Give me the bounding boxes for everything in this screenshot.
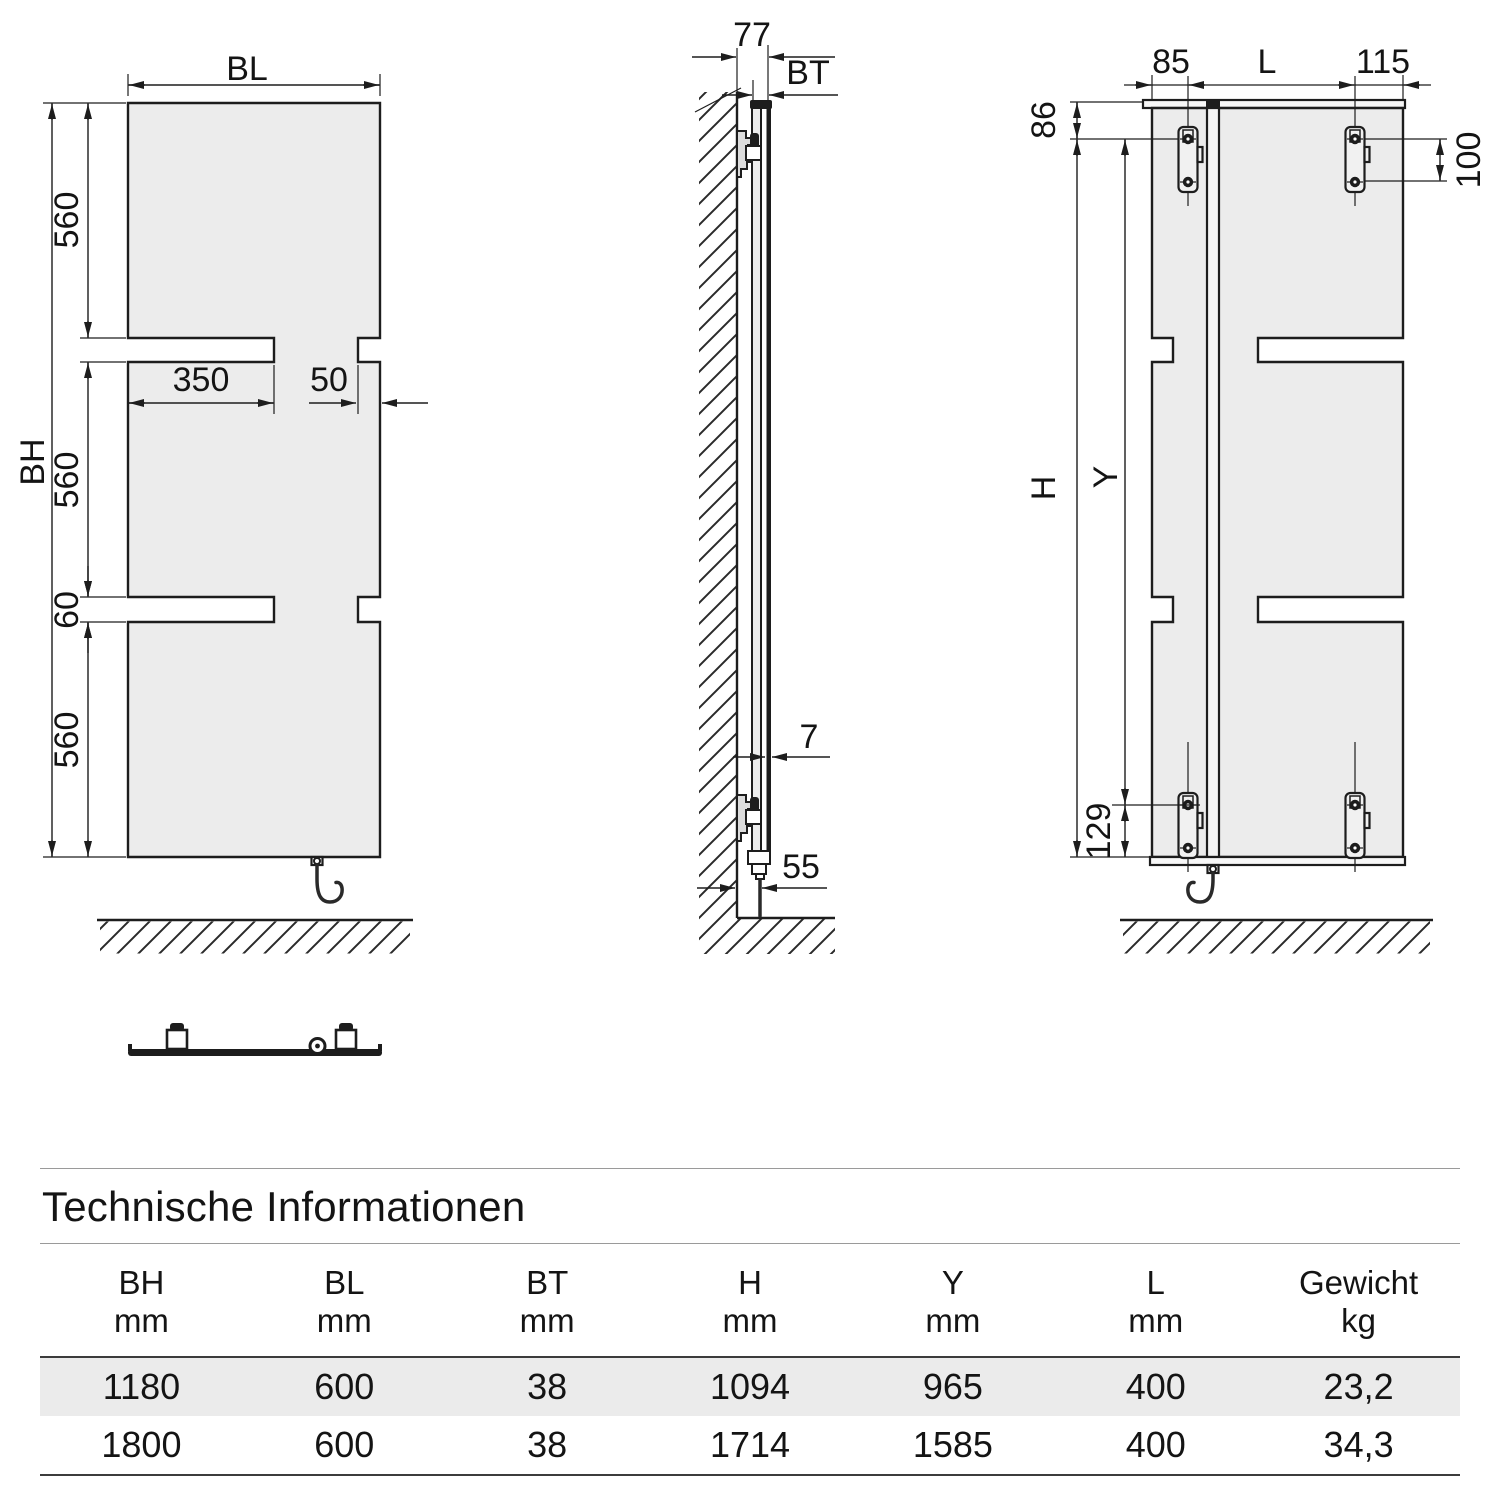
dim-label-bh: BH: [14, 438, 52, 486]
dim-label-560-bottom: 560: [48, 711, 86, 769]
table-row: 1800 600 38 1714 1585 400 34,3: [40, 1416, 1460, 1476]
dim-label-bl: BL: [226, 50, 268, 88]
dim-label-60: 60: [48, 591, 86, 629]
side-bottom-fitting: [748, 851, 770, 916]
side-wall: [695, 88, 835, 954]
dim-label-85: 85: [1152, 43, 1190, 81]
col-header-bl: BL mm: [316, 1264, 372, 1339]
col-header-gewicht: Gewicht kg: [1298, 1264, 1419, 1339]
dim-label-50: 50: [310, 361, 348, 399]
dim-label-h: H: [1025, 475, 1063, 501]
table-title: Technische Informationen: [42, 1183, 526, 1230]
dim-label-7: 7: [799, 718, 819, 756]
dim-label-86: 86: [1025, 101, 1063, 139]
dim-label-100: 100: [1450, 131, 1488, 189]
dim-top-horizontal: [1124, 43, 1431, 99]
foot-left: [167, 1030, 187, 1049]
back-panel: [1152, 108, 1403, 857]
front-panel: [128, 103, 380, 857]
table-header-row: [40, 1244, 1460, 1358]
col-header-y: Y mm: [925, 1264, 981, 1339]
dim-label-350: 350: [172, 361, 230, 399]
dim-label-l: L: [1257, 43, 1277, 81]
dim-bl: [128, 50, 380, 96]
dim-h: [1025, 139, 1150, 857]
foot-right: [336, 1030, 356, 1049]
col-header-h: H mm: [722, 1264, 778, 1339]
side-view: [692, 16, 838, 954]
back-ground: [1120, 920, 1433, 954]
dim-label-bt: BT: [786, 54, 830, 92]
technical-information-section: [40, 1168, 1460, 1476]
front-view: [14, 50, 428, 1056]
back-view: [1025, 43, 1488, 954]
side-panel: [750, 100, 772, 857]
back-channel: [1207, 108, 1219, 857]
col-header-bt: BT mm: [519, 1264, 575, 1339]
dim-label-77: 77: [733, 16, 771, 54]
back-power-cable: [1188, 865, 1219, 902]
dim-label-560-top: 560: [48, 191, 86, 249]
dim-label-y: Y: [1087, 465, 1125, 489]
dim-label-55: 55: [782, 848, 820, 886]
table-row: 1180 600 38 1094 965 400 23,2: [40, 1358, 1460, 1416]
front-power-cable: [312, 857, 343, 902]
dim-bt: [722, 54, 838, 100]
dim-7: [733, 718, 830, 757]
col-header-bh: BH mm: [113, 1264, 169, 1339]
bottom-view: [128, 1023, 382, 1056]
dim-label-115: 115: [1355, 43, 1411, 81]
front-ground: [97, 920, 413, 954]
col-header-l: L mm: [1128, 1264, 1184, 1339]
dim-129: [1080, 803, 1125, 860]
dim-label-129: 129: [1080, 802, 1118, 860]
dim-label-560-mid: 560: [48, 451, 86, 509]
dim-segments: [48, 103, 126, 857]
